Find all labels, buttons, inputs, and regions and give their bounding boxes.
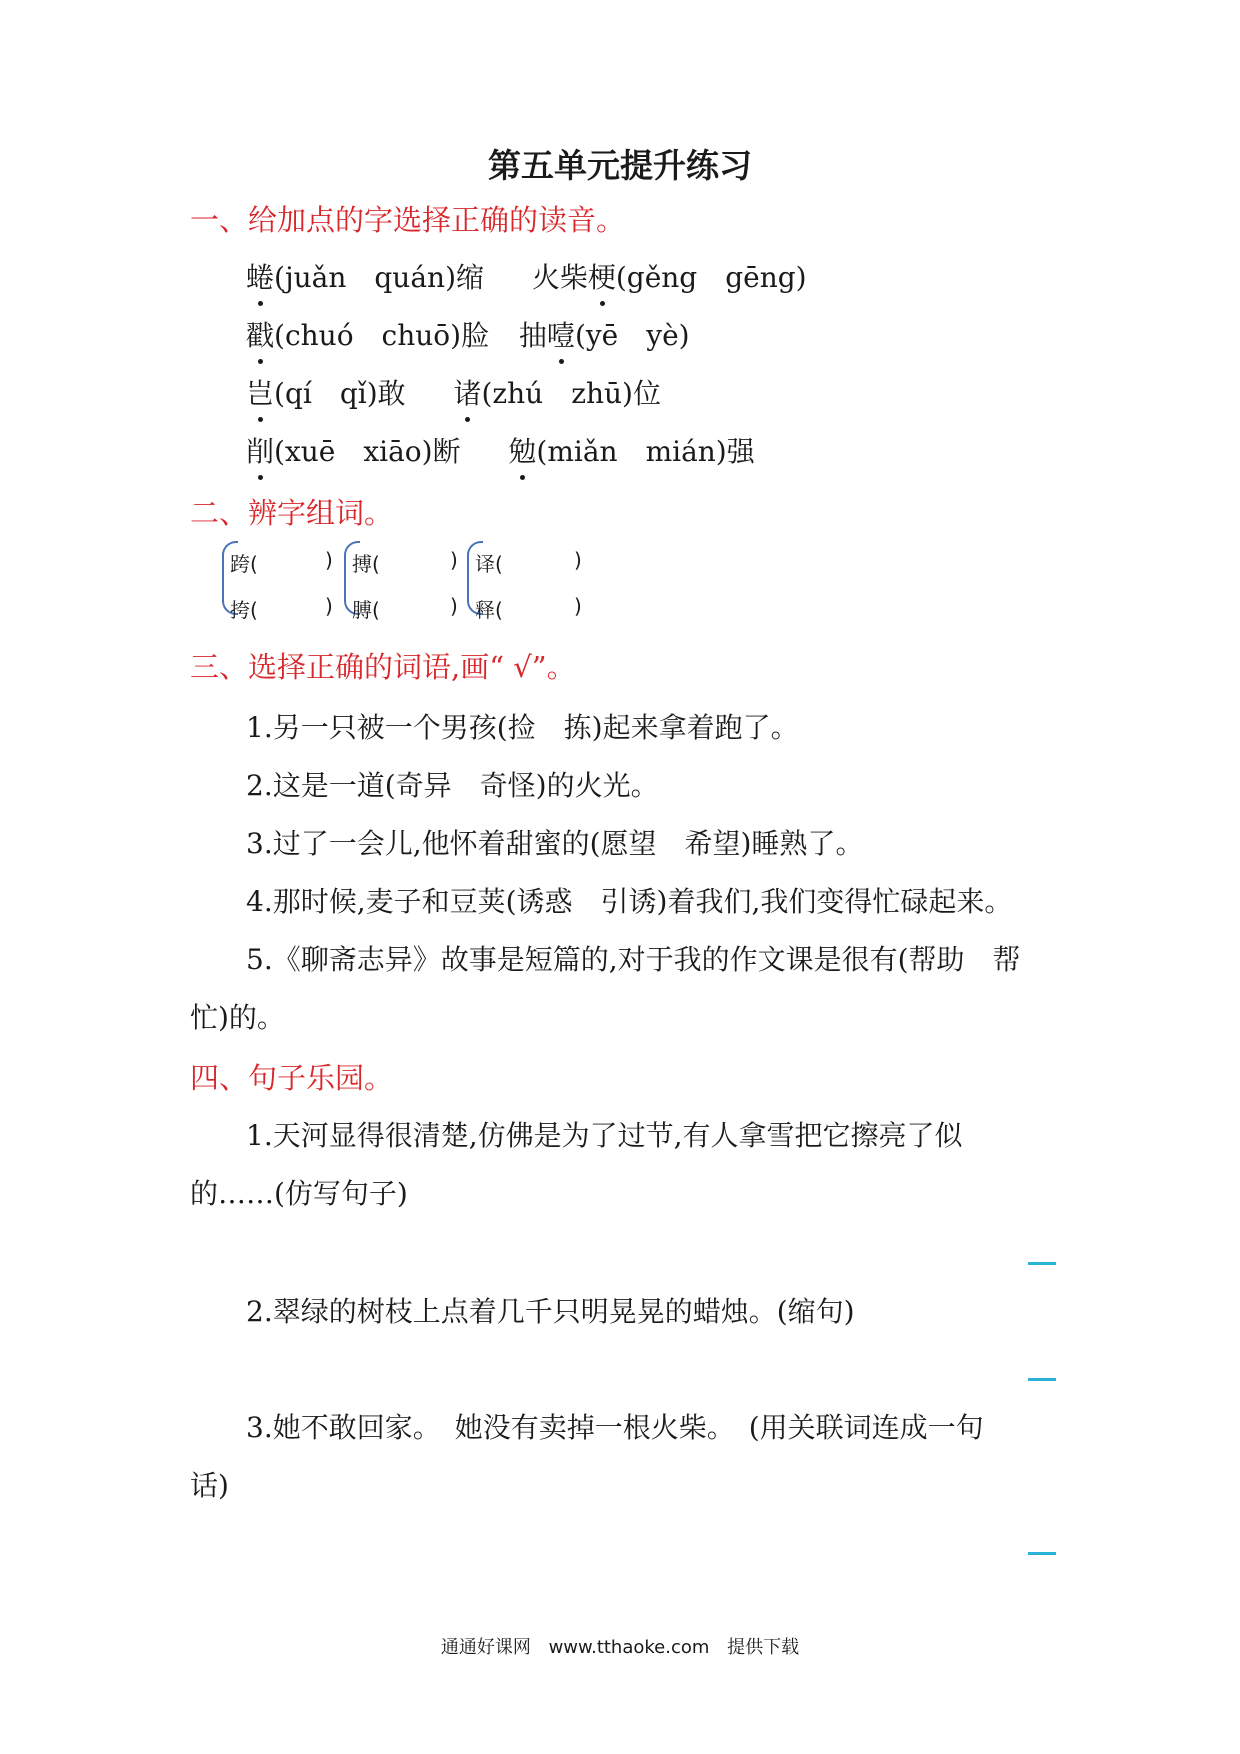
pinyin-options: (juǎn quán) xyxy=(274,261,456,294)
footer-url[interactable]: www.tthaoke.com xyxy=(548,1637,710,1658)
word-tail: 敢 xyxy=(377,377,406,410)
paren-close: ) xyxy=(325,594,333,618)
char-top: 搏( xyxy=(352,552,380,576)
dotted-char: 蜷 xyxy=(246,256,274,296)
pinyin-row-4 xyxy=(246,430,755,470)
word-head: 抽 xyxy=(518,319,547,352)
word-tail: 断 xyxy=(432,435,461,468)
dotted-char: 梗 xyxy=(588,256,616,296)
pinyin-options: (qí qǐ) xyxy=(274,377,378,410)
sentence-item-1-cont: 的……(仿写句子) xyxy=(190,1177,408,1210)
dotted-char: 岂 xyxy=(246,372,274,412)
dotted-char: 噎 xyxy=(547,314,575,354)
sentence-item-3-cont: 话) xyxy=(190,1469,229,1502)
pinyin-row-1 xyxy=(246,256,807,296)
dotted-char: 勉 xyxy=(508,430,536,470)
choice-item-4: 4.那时候,麦子和豆荚(诱惑 引诱)着我们,我们变得忙碌起来。 xyxy=(246,885,1013,918)
section4-heading: 四、句子乐园。 xyxy=(190,1061,394,1095)
char-top: 译( xyxy=(475,552,503,576)
pinyin-options: (miǎn mián) xyxy=(536,435,727,468)
word-tail: 缩 xyxy=(456,261,485,294)
pinyin-row-3 xyxy=(246,372,661,412)
pinyin-options: (yē yè) xyxy=(574,319,690,352)
choice-item-3: 3.过了一会儿,他怀着甜蜜的(愿望 希望)睡熟了。 xyxy=(246,827,864,860)
paren-close: ) xyxy=(574,548,582,572)
dotted-char: 戳 xyxy=(246,314,274,354)
choice-item-1: 1.另一只被一个男孩(捡 拣)起来拿着跑了。 xyxy=(246,711,799,744)
section2-heading: 二、辨字组词。 xyxy=(190,496,394,530)
footer-note: 提供下载 xyxy=(727,1637,800,1658)
sentence-item-3: 3.她不敢回家。 她没有卖掉一根火柴。 (用关联词连成一句 xyxy=(246,1411,984,1444)
pinyin-options: (zhú zhū) xyxy=(481,377,633,410)
pinyin-options: (chuó chuō) xyxy=(274,319,462,352)
answer-blank[interactable] xyxy=(1028,1378,1056,1381)
char-bottom: 挎( xyxy=(230,598,258,622)
paren-close: ) xyxy=(450,548,458,572)
footer xyxy=(0,1633,1240,1659)
paren-close: ) xyxy=(574,594,582,618)
paren-close: ) xyxy=(450,594,458,618)
word-tail: 强 xyxy=(726,435,755,468)
section1-heading: 一、给加点的字选择正确的读音。 xyxy=(190,203,626,237)
choice-item-2: 2.这是一道(奇异 奇怪)的火光。 xyxy=(246,769,659,802)
pinyin-options: (gěng gēng) xyxy=(615,261,807,294)
choice-item-5-cont: 忙)的。 xyxy=(190,1001,285,1034)
page-title: 第五单元提升练习 xyxy=(488,146,752,185)
char-bottom: 膊( xyxy=(352,598,380,622)
footer-site: 通通好课网 xyxy=(440,1637,531,1658)
dotted-char: 削 xyxy=(246,430,274,470)
word-head: 火柴 xyxy=(531,261,588,294)
char-bottom: 释( xyxy=(475,598,503,622)
word-tail: 脸 xyxy=(461,319,490,352)
sentence-item-2: 2.翠绿的树枝上点着几千只明晃晃的蜡烛。(缩句) xyxy=(246,1295,855,1328)
paren-close: ) xyxy=(325,548,333,572)
pinyin-row-2 xyxy=(246,314,690,354)
section3-heading: 三、选择正确的词语,画“ √”。 xyxy=(190,650,576,684)
answer-blank[interactable] xyxy=(1028,1552,1056,1555)
sentence-item-1: 1.天河显得很清楚,仿佛是为了过节,有人拿雪把它擦亮了似 xyxy=(246,1119,963,1152)
choice-item-5: 5.《聊斋志异》故事是短篇的,对于我的作文课是很有(帮助 帮 xyxy=(246,943,1021,976)
dotted-char: 诸 xyxy=(453,372,481,412)
pinyin-options: (xuē xiāo) xyxy=(274,435,433,468)
answer-blank[interactable] xyxy=(1028,1262,1056,1265)
char-top: 跨( xyxy=(230,552,258,576)
word-tail: 位 xyxy=(632,377,661,410)
